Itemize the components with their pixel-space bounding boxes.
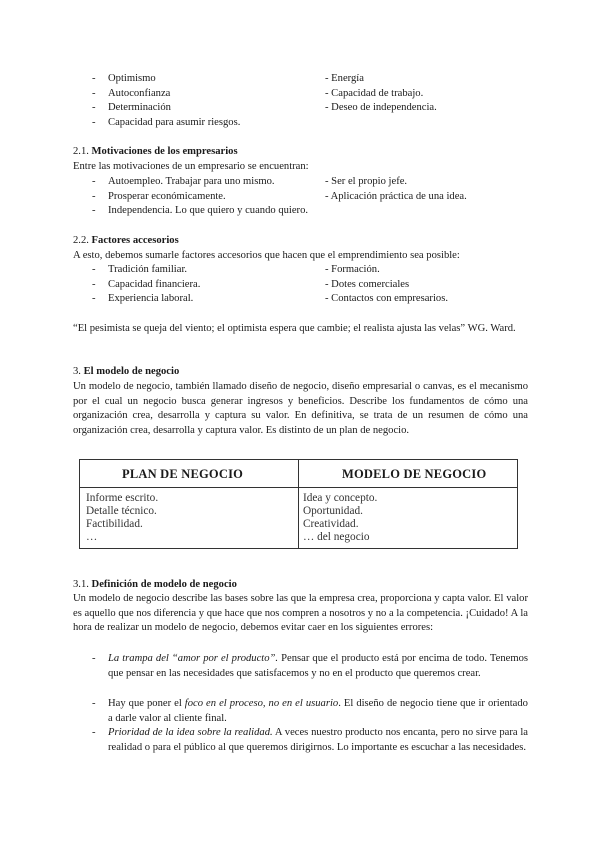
table-cell: …	[86, 531, 98, 543]
list-item-right: - Formación.	[325, 264, 380, 275]
bullet-dash: -	[92, 102, 96, 113]
bullet-dash: -	[92, 88, 96, 99]
section-heading-2-1	[73, 145, 238, 160]
section-heading-3	[73, 365, 179, 380]
bullet-dash: -	[92, 653, 96, 664]
body-paragraph: Un modelo de negocio describe las bases sobre las que la empresa crea, proporciona y capta valor. El valor es aquello que nos diferencia y que hace que nos compren a nosotros y no a la competencia. ¡Cuidado! A la hora de realizar un modelo de negocio, debemos evitar caer en los siguientes errores:	[73, 593, 528, 634]
error-item-emphasis: Prioridad de la idea sobre la realidad.	[108, 727, 273, 738]
list-item-left: Experiencia laboral.	[108, 293, 194, 304]
list-row	[0, 278, 600, 293]
table-header-modelo: MODELO DE NEGOCIO	[342, 467, 487, 481]
list-item-left: Optimismo	[108, 73, 156, 84]
list-row	[0, 263, 600, 278]
error-item-body: A veces nuestro producto nos encanta, pero no sirve para la realidad o para el público al que queremos dirigirnos. Lo importante es escuchar a las necesidades.	[108, 727, 529, 753]
bullet-dash: -	[92, 73, 96, 84]
body-paragraph: Un modelo de negocio, también llamado diseño de negocio, diseño empresarial o canvas, es el mecanismo por el cual un negocio busca generar ingresos y beneficios. Describe los fundamentos de cómo una organización crea, desarrolla y captura su valor. En definitiva, se trata de un resumen de cómo una organización crea, desarrolla y captura valor. Es distinto de un plan de negocio.	[73, 381, 528, 436]
error-item-emphasis: foco en el proceso, no en el usuario	[184, 698, 339, 709]
list-row	[0, 72, 600, 87]
bullet-dash: -	[92, 293, 96, 304]
bullet-dash: -	[92, 264, 96, 275]
list-item-right: - Aplicación práctica de una idea.	[325, 191, 467, 202]
list-item-right: - Contactos con empresarios.	[325, 293, 448, 304]
section-intro: Entre las motivaciones de un empresario se encuentran:	[73, 161, 309, 172]
list-row	[0, 292, 600, 307]
list-row	[0, 204, 600, 219]
list-row	[0, 190, 600, 205]
error-list-item	[0, 652, 600, 679]
error-item-body: . El diseño de negocio tiene que ir orientado a darle valor al cliente final.	[108, 698, 528, 724]
list-item-left: Capacidad para asumir riesgos.	[108, 117, 241, 128]
table-cell: Detalle técnico.	[86, 505, 157, 517]
list-item-left: Autoconfianza	[108, 88, 171, 99]
table-cell: Idea y concepto.	[303, 492, 378, 504]
error-list-item	[0, 726, 600, 753]
list-row	[0, 175, 600, 190]
section-number: 2.2.	[73, 235, 89, 246]
bullet-dash: -	[92, 176, 96, 187]
list-item-right: - Energía	[325, 73, 364, 84]
list-item-left: Independencia. Lo que quiero y cuando quiero.	[108, 205, 309, 216]
list-item-right: - Ser el propio jefe.	[325, 176, 408, 187]
table-cell: Factibilidad.	[86, 518, 143, 530]
table-cell: Creatividad.	[303, 518, 359, 530]
list-item-left: Tradición familiar.	[108, 264, 188, 275]
comparison-table	[79, 459, 518, 549]
table-divider	[298, 460, 299, 548]
list-item-right: - Capacidad de trabajo.	[325, 88, 424, 99]
error-item-emphasis: La trampa del “amor por el producto”.	[108, 653, 279, 664]
section-number: 3.	[73, 366, 81, 377]
list-item-left: Determinación	[108, 102, 171, 113]
list-row	[0, 116, 600, 131]
section-number: 2.1.	[73, 146, 89, 157]
list-item-right: - Dotes comerciales	[325, 279, 410, 290]
bullet-dash: -	[92, 205, 96, 216]
list-item-left: Capacidad financiera.	[108, 279, 201, 290]
section-number: 3.1.	[73, 579, 89, 590]
section-intro: A esto, debemos sumarle factores accesorios que hacen que el emprendimiento sea posible:	[73, 250, 460, 261]
error-item-text	[108, 652, 528, 681]
bullet-dash: -	[92, 117, 96, 128]
section-title: Factores accesorios	[91, 235, 179, 246]
error-item-prefix: Hay que poner el	[108, 698, 185, 709]
error-item-body: Pensar que el producto está por encima de todo. Tenemos que pensar en las necesidades que satisfacemos y no en el producto que queremos crear.	[108, 653, 528, 679]
table-cell: Informe escrito.	[86, 492, 159, 504]
table-cell: … del negocio	[303, 531, 370, 543]
list-row	[0, 87, 600, 102]
list-item-right: - Deseo de independencia.	[325, 102, 437, 113]
quote-paragraph: “El pesimista se queja del viento; el optimista espera que cambie; el realista ajusta las velas” WG. Ward.	[73, 323, 516, 334]
list-item-left: Autoempleo. Trabajar para uno mismo.	[108, 176, 275, 187]
section-heading-2-2	[73, 234, 179, 249]
list-row	[0, 101, 600, 116]
error-item-text	[108, 697, 528, 726]
bullet-dash: -	[92, 727, 96, 738]
section-heading-3-1	[73, 578, 237, 593]
table-header-rule	[80, 487, 517, 488]
list-item-left: Prosperar económicamente.	[108, 191, 226, 202]
error-list-item	[0, 697, 600, 724]
table-cell: Oportunidad.	[303, 505, 363, 517]
bullet-dash: -	[92, 698, 96, 709]
error-item-text	[108, 726, 528, 755]
section-title: Definición de modelo de negocio	[91, 579, 237, 590]
bullet-dash: -	[92, 191, 96, 202]
bullet-dash: -	[92, 279, 96, 290]
table-header-plan: PLAN DE NEGOCIO	[122, 467, 244, 481]
section-title: El modelo de negocio	[83, 366, 180, 377]
section-title: Motivaciones de los empresarios	[91, 146, 238, 157]
